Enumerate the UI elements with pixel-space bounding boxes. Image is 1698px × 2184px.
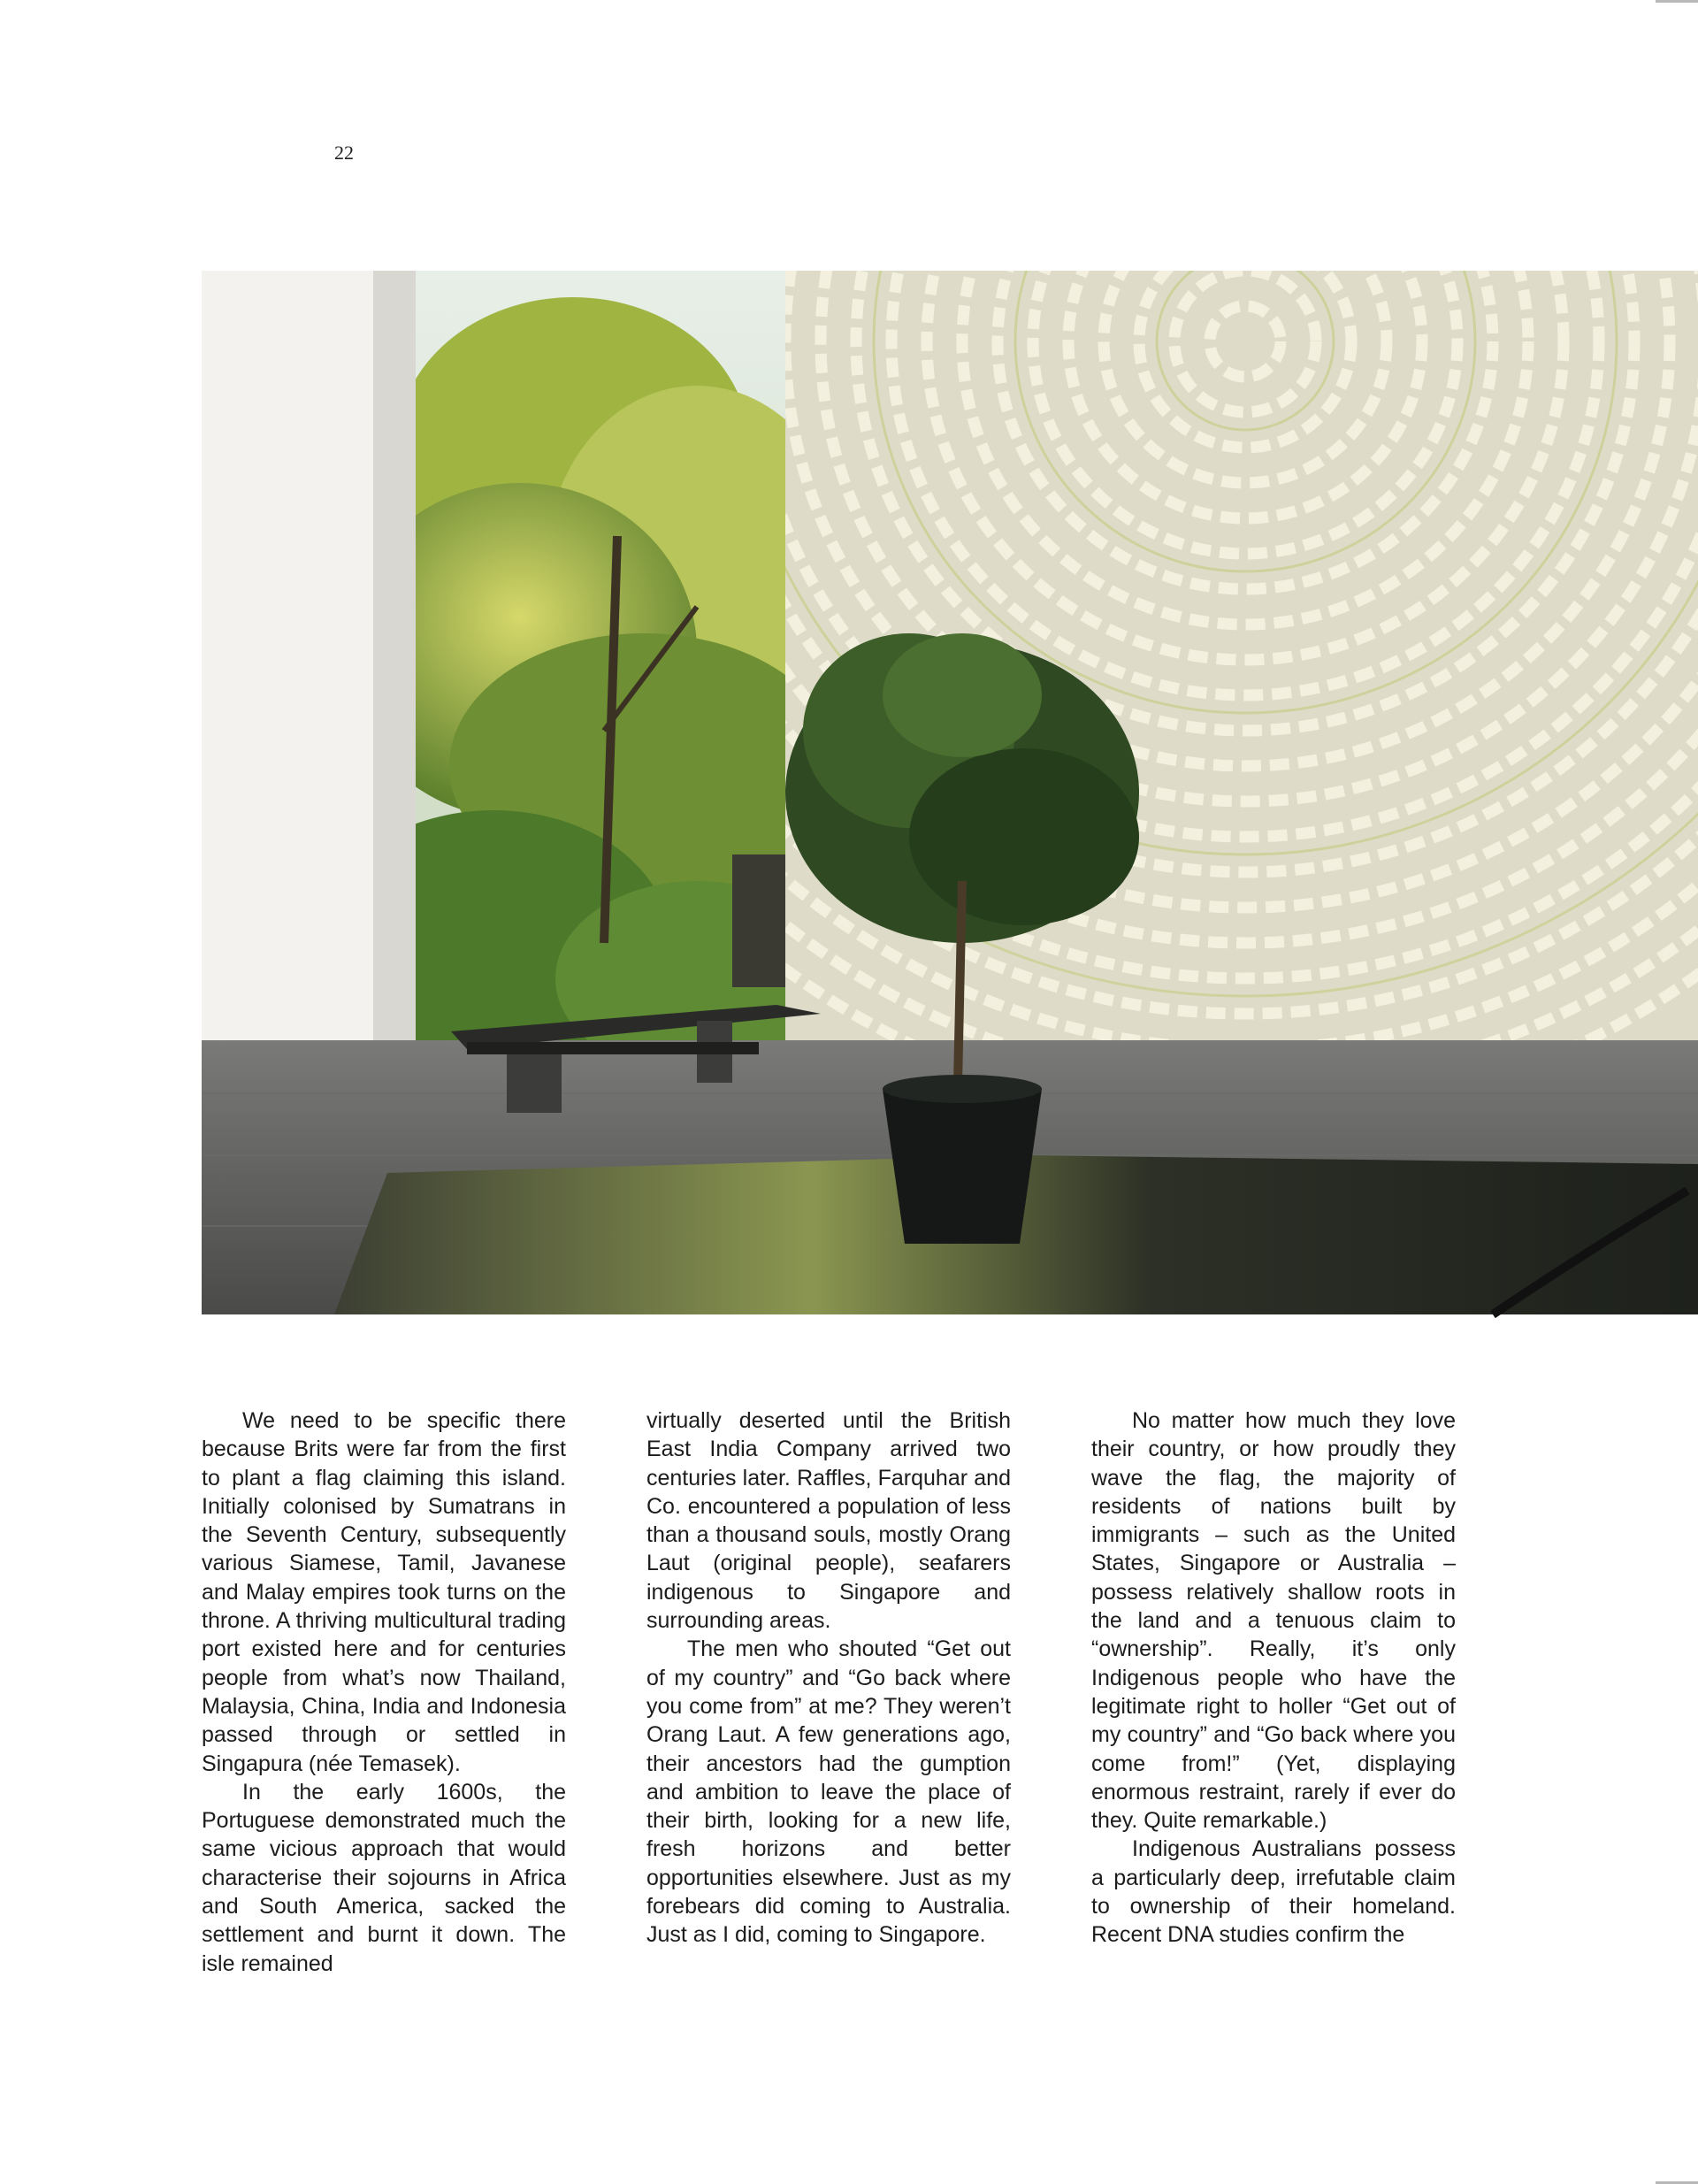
article-column-1 (202, 1406, 566, 1978)
article-column-2 (646, 1406, 1011, 1978)
paragraph: We need to be specific there because Brits were far from the first to plant a flag claiming this island. Initially colonised by Sumatrans in the Seventh Century, subsequently various Siamese, Tamil, Javanese and Malay empires took turns on the throne. A thriving multicultural trading port existed here and for centuries people from what’s now Thailand, Malaysia, China, India and Indonesia passed through or settled in Singapura (née Temasek). (202, 1408, 566, 1776)
paragraph: The men who shouted “Get out of my country” and “Go back where you come from” at me? They weren’t Orang Laut. A few generations ago, their ancestors had the gumption and ambition to leave the place of their birth, looking for a new life, fresh horizons and better opportunities elsewhere. Just as my forebears did coming to Australia. Just as I did, coming to Singapore. (646, 1636, 1011, 1948)
paragraph: No matter how much they love their country, or how proudly they wave the flag, the majority of residents of nations built by immigrants – such as the United States, Singapore or Australia – possess relatively shallow roots in the land and a tenuous claim to “ownership”. Really, it’s only Indigenous people who have the legitimate right to holler “Get out of my country” and “Go back where you come from!” (Yet, displaying enormous restraint, rarely if ever do they. Quite remarkable.) (1091, 1408, 1456, 1834)
paragraph: virtually deserted until the British East India Company arrived two centuries later. Raffles, Farquhar and Co. encountered a population of less than a thousand souls, mostly Orang Laut (original people), seafarers indigenous to Singapore and surrounding areas. (646, 1408, 1011, 1634)
page-number: 22 (334, 142, 354, 164)
courtyard-photograph (202, 271, 1698, 1314)
article-column-3 (1091, 1406, 1456, 1978)
page-corner-mark-top (1656, 0, 1698, 3)
courtyard-photo-illustration (202, 271, 1698, 1314)
paragraph: In the early 1600s, the Portuguese demonstrated much the same vicious approach that would characterise their sojourns in Africa and South America, sacked the settlement and burnt it down. The isle remained (202, 1779, 566, 1976)
paragraph: Indigenous Australians possess a particularly deep, irrefutable claim to ownership of their homeland. Recent DNA studies confirm the (1091, 1836, 1456, 1948)
article-body (202, 1406, 1456, 1976)
